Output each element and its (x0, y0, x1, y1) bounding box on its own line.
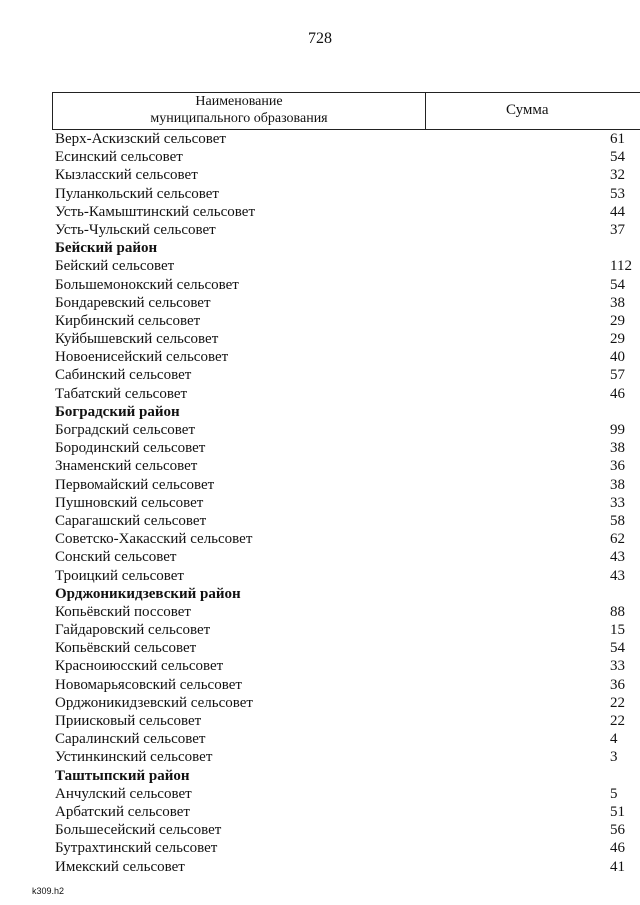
municipality-name: Знаменский сельсовет (55, 458, 198, 475)
sum-value: 43 (610, 567, 625, 584)
municipality-name: Саралинский сельсовет (55, 731, 206, 748)
municipality-name: Бородинский сельсовет (55, 440, 206, 457)
table-row (0, 476, 640, 494)
district-name: Боградский район (55, 403, 180, 420)
table-row (0, 312, 640, 330)
municipality-name: Бейский сельсовет (55, 258, 175, 275)
sum-value: 32 (610, 167, 625, 184)
sum-value: 41 (610, 858, 625, 875)
table-row (0, 330, 640, 348)
sum-value: 22 (610, 713, 625, 729)
sum-value: 44 (610, 203, 625, 220)
table-row (0, 694, 640, 712)
table-row (0, 821, 640, 839)
table-row (0, 748, 640, 766)
sum-value: 36 (610, 676, 625, 693)
sum-value: 54 (610, 640, 625, 657)
sum-value: 46 (610, 385, 625, 402)
table-row (0, 130, 640, 148)
table-row (0, 221, 640, 239)
sum-value: 54 (610, 276, 625, 293)
sum-value: 15 (610, 622, 625, 639)
municipality-name: Копьёвский сельсовет (55, 640, 197, 657)
table-row (0, 166, 640, 184)
header-name-line1: Наименование (195, 94, 283, 109)
table-row (0, 785, 640, 803)
table-row (0, 712, 640, 730)
sum-value: 58 (610, 512, 625, 529)
table-row (0, 676, 640, 694)
municipality-name: Первомайский сельсовет (55, 476, 215, 493)
table-row (0, 421, 640, 439)
municipality-name: Имекский сельсовет (55, 858, 185, 875)
sum-value: 43 (610, 549, 625, 566)
table-row (0, 294, 640, 312)
table-row (0, 567, 640, 585)
table-row (0, 512, 640, 530)
table-row (0, 366, 640, 384)
table-row (0, 457, 640, 475)
sum-value: 29 (610, 312, 625, 329)
sum-value: 38 (610, 476, 625, 493)
municipality-name: Табатский сельсовет (55, 385, 188, 402)
table-row (0, 639, 640, 657)
municipality-name: Орджоникидзевский сельсовет (55, 694, 253, 711)
table-row (0, 185, 640, 203)
sum-value: 40 (610, 349, 625, 366)
table-header (52, 92, 640, 130)
municipality-name: Бондаревский сельсовет (55, 294, 211, 311)
municipality-name: Новоенисейский сельсовет (55, 349, 229, 366)
sum-value: 112 (610, 258, 632, 275)
sum-value: 5 (610, 785, 618, 802)
footer-code: k309.h2 (32, 886, 65, 896)
table-row (0, 530, 640, 548)
sum-value: 61 (610, 131, 625, 147)
sum-value: 3 (610, 749, 618, 766)
sum-value: 22 (610, 694, 625, 711)
municipality-name: Боградский сельсовет (55, 422, 195, 438)
municipality-name: Кызласский сельсовет (55, 167, 198, 184)
table-row (0, 257, 640, 275)
table-row (0, 348, 640, 366)
district-name: Орджоникидзевский район (55, 585, 241, 602)
municipality-name: Арбатский сельсовет (55, 803, 190, 820)
header-name-cell (53, 93, 426, 129)
sum-value: 38 (610, 294, 625, 311)
sum-value: 29 (610, 331, 625, 348)
sum-value: 57 (610, 367, 625, 384)
table-row (0, 839, 640, 857)
municipality-name: Кирбинский сельсовет (55, 312, 201, 329)
table-row (0, 385, 640, 403)
sum-value: 51 (610, 803, 625, 820)
sum-value: 56 (610, 822, 625, 839)
municipality-name: Устинкинский сельсовет (55, 749, 213, 766)
district-heading-row (0, 767, 640, 785)
sum-value: 36 (610, 458, 625, 475)
table-row (0, 203, 640, 221)
header-sum-cell (426, 93, 640, 129)
table-body (0, 130, 640, 876)
municipality-name: Сабинский сельсовет (55, 367, 192, 384)
table-row (0, 730, 640, 748)
district-name: Таштыпский район (55, 767, 190, 784)
table-row (0, 621, 640, 639)
sum-value: 33 (610, 658, 625, 675)
page-number: 728 (308, 30, 332, 47)
sum-value: 88 (610, 603, 625, 620)
municipality-name: Большемонокский сельсовет (55, 276, 239, 293)
sum-value: 4 (610, 731, 618, 748)
sum-value: 53 (610, 185, 625, 202)
municipality-name: Анчулский сельсовет (55, 785, 192, 802)
table-row (0, 548, 640, 566)
municipality-name: Есинский сельсовет (55, 149, 183, 166)
district-heading-row (0, 403, 640, 421)
table-row (0, 276, 640, 294)
table-row (0, 439, 640, 457)
municipality-name: Сарагашский сельсовет (55, 512, 207, 529)
sum-value: 37 (610, 221, 625, 238)
district-heading-row (0, 239, 640, 257)
sum-value: 62 (610, 531, 625, 548)
municipality-name: Приисковый сельсовет (55, 713, 202, 729)
table-row (0, 494, 640, 512)
municipality-name: Куйбышевский сельсовет (55, 331, 219, 348)
municipality-name: Красноиюсский сельсовет (55, 658, 224, 675)
municipality-name: Новомарьясовский сельсовет (55, 676, 242, 693)
municipality-name: Усть-Камыштинский сельсовет (55, 203, 256, 220)
table-row (0, 803, 640, 821)
sum-value: 99 (610, 422, 625, 438)
municipality-name: Пушновский сельсовет (55, 494, 204, 511)
sum-value: 38 (610, 440, 625, 457)
sum-value: 46 (610, 840, 625, 857)
table-row (0, 603, 640, 621)
municipality-name: Копьёвский поссовет (55, 603, 191, 620)
table-row (0, 148, 640, 166)
municipality-name: Бутрахтинский сельсовет (55, 840, 218, 857)
municipality-name: Советско-Хакасский сельсовет (55, 531, 253, 548)
table-row (0, 657, 640, 675)
header-name-line2: муниципального образования (150, 111, 328, 126)
municipality-name: Усть-Чульский сельсовет (55, 221, 216, 238)
header-sum-label: Сумма (506, 102, 549, 118)
municipality-name: Большесейский сельсовет (55, 822, 222, 839)
sum-value: 54 (610, 149, 625, 166)
municipality-name: Троицкий сельсовет (55, 567, 184, 584)
table-row (0, 858, 640, 876)
municipality-name: Верх-Аскизский сельсовет (55, 131, 226, 147)
municipality-name: Гайдаровский сельсовет (55, 622, 211, 639)
district-name: Бейский район (55, 240, 158, 257)
municipality-name: Пуланкольский сельсовет (55, 185, 219, 202)
sum-value: 33 (610, 494, 625, 511)
municipality-name: Сонский сельсовет (55, 549, 177, 566)
district-heading-row (0, 585, 640, 603)
